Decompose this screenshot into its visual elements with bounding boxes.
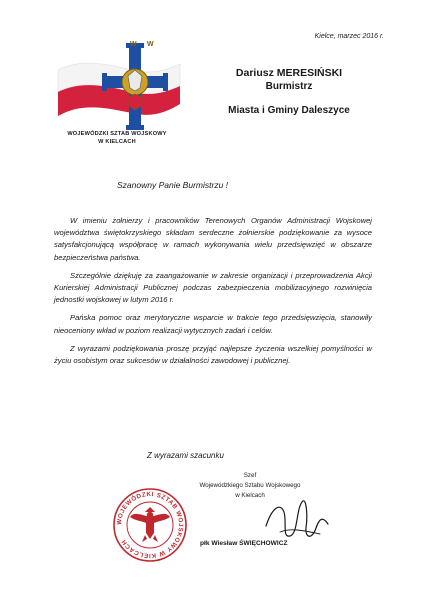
emblem-monogram: W: [130, 41, 137, 48]
signatory-name: płk Wiesław ŚWIĘCHOWICZ: [200, 540, 288, 547]
body-paragraph: Z wyrazami podziękowania proszę przyjąć najlepsze życzenia wszelkiej pomyślności w życiu osobistym oraz sukcesów w działalności zawodowej i publicznej.: [54, 343, 372, 366]
recipient-name: Dariusz MERESIŃSKI: [235, 67, 343, 79]
body-paragraph: W imieniu żołnierzy i pracowników Terenowych Organów Administracji Wojskowej województwa świętokrzyskiego składam serdeczne żołnierskie podziękowanie za wysoce satysfakcjonującą współpracę w ramach wykonywania wielu przedsięwzięć w obszarze bezpieczeństwa państwa.: [54, 216, 372, 262]
handwritten-signature-icon: [262, 488, 332, 548]
signatory-role-line: Szef: [243, 472, 257, 479]
recipient-office: Miasta i Gminy Daleszyce: [228, 105, 350, 116]
recipient-block: [214, 66, 364, 116]
closing-phrase: Z wyrazami szacunku: [147, 451, 224, 460]
body-paragraph: Pańska pomoc oraz merytoryczne wsparcie w trakcie tego przedsięwzięcia, stanowiły nieocenionу wkład w poziom realizacji wytycznych zadań i celów.: [54, 313, 372, 335]
letter-body: [54, 215, 372, 373]
sender-org-line: W KIELCACH: [98, 139, 136, 145]
body-paragraph: Szczególnie dziękuję za zaangażowanie w zakresie organizacji i przeprowadzenia Akcji Kurierskiej Administracji Publicznej podczas zabezpieczenia mobilizacyjnego rozwinięcia jednostki wojskowej w lutym 2016 r.: [54, 270, 372, 305]
recipient-title: Burmistrz: [265, 81, 313, 92]
signatory-role-line: w Kielcach: [235, 492, 265, 499]
salutation: Szanowny Panie Burmistrzu !: [117, 180, 229, 190]
sender-organization: [58, 130, 176, 146]
sender-org-line: WOJEWÓDZKI SZTAB WOJSKOWY: [67, 131, 167, 137]
emblem-monogram-right: W: [147, 41, 154, 48]
official-stamp-icon: [112, 487, 188, 563]
military-staff-emblem-icon: [52, 40, 182, 132]
signatory-role-line: Wojewódzkiego Sztabu Wojskowego: [199, 482, 301, 489]
letter-date: Kielce, marzec 2016 r.: [314, 33, 384, 40]
stamp-ring-text: WOJEWÓDZKI SZTAB WOJSKOWY W KIELCACH: [115, 490, 185, 560]
